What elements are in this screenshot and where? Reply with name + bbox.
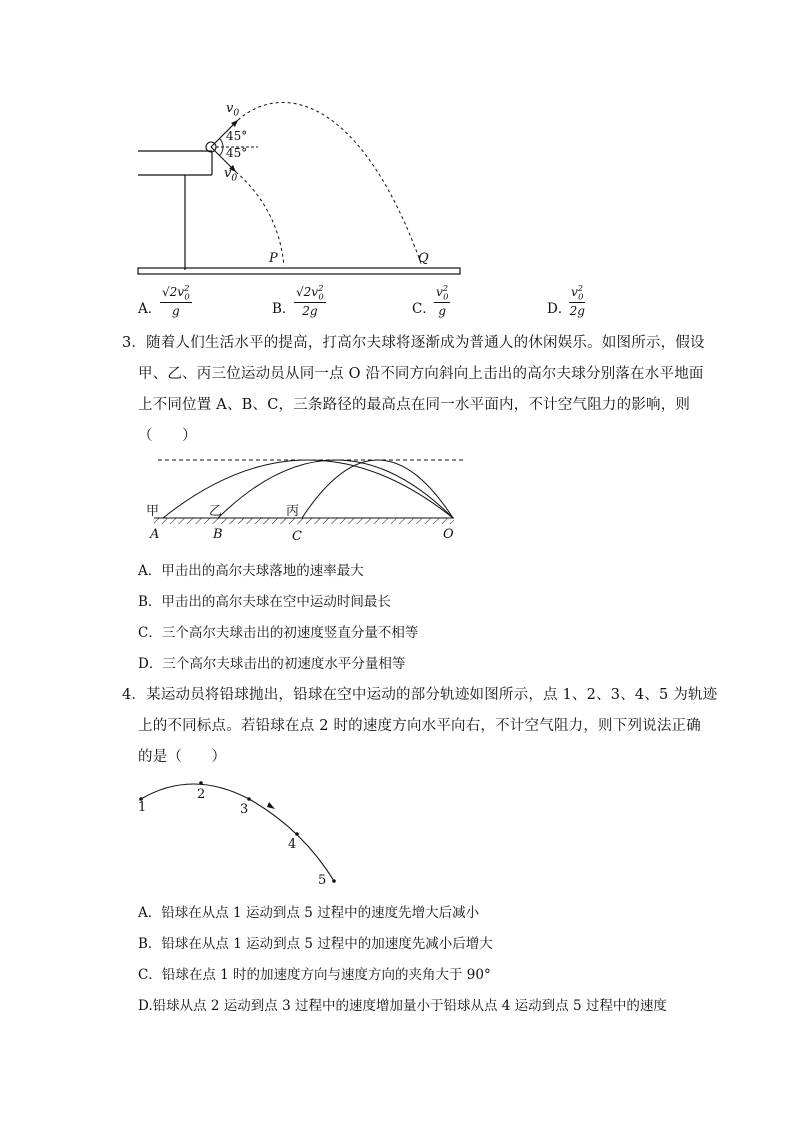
fraction — [569, 283, 585, 318]
label-bing: 丙 — [286, 504, 300, 519]
point-q-label: Q — [418, 251, 429, 266]
fraction-denominator: 2g — [569, 304, 585, 319]
q3-option-b: B．甲击出的高尔夫球在空中运动时间最长 — [138, 594, 391, 610]
trajectory-to-q — [238, 102, 422, 266]
point-p-label: P — [269, 251, 278, 266]
label-o: O — [443, 527, 454, 542]
fraction-numerator — [160, 283, 192, 303]
angle-arc-top — [220, 139, 224, 148]
q4-option-d: D.铅球从点 2 运动到点 3 过程中的速度增加量小于铅球从点 4 运动到点 5 过程中的速度 — [138, 998, 667, 1014]
numerator-main: v — [436, 285, 443, 299]
numerator-sup: 2 — [442, 283, 449, 293]
ground — [138, 268, 460, 274]
option-letter: D． — [547, 301, 572, 317]
numerator-sub: 0 — [443, 291, 449, 302]
fraction-denominator: 2g — [302, 304, 318, 319]
q3-stem-line1: 3．随着人们生活水平的提高，打高尔夫球将逐渐成为普通人的休闲娱乐。如图所示，假设 — [122, 335, 705, 351]
q4-option-c: C．铅球在点 1 时的加速度方向与速度方向的夹角大于 90° — [138, 967, 491, 983]
fraction-numerator — [569, 283, 585, 303]
label-c: C — [292, 529, 302, 544]
label-b: B — [213, 527, 223, 542]
point-4-dot — [295, 832, 299, 836]
q3-option-a: A．甲击出的高尔夫球落地的速率最大 — [138, 563, 364, 579]
fraction-numerator — [434, 283, 450, 303]
option-letter: C． — [412, 301, 436, 317]
point-5-label: 5 — [318, 873, 327, 888]
point-3-label: 3 — [240, 802, 249, 817]
q3-stem-line2: 甲、乙、丙三位运动员从同一点 O 沿不同方向斜向上击出的高尔夫球分别落在水平地面 — [138, 366, 704, 382]
path-bing — [302, 460, 453, 518]
q3-stem-line3: 上不同位置 A、B、C，三条路径的最高点在同一水平面内，不计空气阻力的影响，则 — [138, 397, 691, 413]
label-jia: 甲 — [146, 504, 160, 519]
fraction — [294, 283, 326, 318]
fraction-denominator: g — [172, 304, 180, 319]
fraction-numerator — [294, 283, 326, 303]
fraction — [160, 283, 192, 318]
point-1-label: 1 — [138, 800, 147, 815]
label-a: A — [150, 527, 160, 542]
numerator-sub: 0 — [578, 291, 584, 302]
shotput-trajectory — [141, 784, 334, 881]
q4-option-b: B．铅球在从点 1 运动到点 5 过程中的加速度先减小后增大 — [138, 936, 493, 952]
q3-option-d: D．三个高尔夫球击出的初速度水平分量相等 — [138, 656, 406, 672]
q4-stem-line1: 4．某运动员将铅球抛出，铅球在空中运动的部分轨迹如图所示，点 1、2、3、4、5 为轨迹 — [122, 687, 718, 703]
angle-top-label: 45° — [226, 129, 248, 143]
point-2-dot — [199, 781, 203, 785]
q3-option-c: C．三个高尔夫球击出的初速度竖直分量不相等 — [138, 625, 419, 641]
label-yi: 乙 — [209, 504, 223, 519]
ground-hatch — [154, 518, 454, 524]
numerator-sup: 2 — [184, 283, 190, 293]
point-3-dot — [247, 797, 251, 801]
numerator-main: √2v — [162, 285, 185, 299]
fraction — [434, 283, 450, 318]
numerator-main: v — [571, 285, 578, 299]
option-letter: A． — [138, 301, 162, 317]
direction-arrow-icon — [267, 802, 275, 809]
v0-top-label: $v_0$ — [226, 101, 240, 119]
angle-bottom-label: 45° — [226, 146, 248, 160]
numerator-sub: 0 — [184, 291, 190, 302]
point-2-label: 2 — [197, 787, 206, 802]
angle-arc-bottom — [220, 147, 224, 156]
point-5-dot — [332, 879, 336, 883]
q3-golf-figure — [140, 452, 470, 532]
numerator-main: √2v — [296, 285, 319, 299]
q4-stem-line2: 上的不同标点。若铅球在点 2 时的速度方向水平向右，不计空气阻力，则下列说法正确 — [138, 718, 701, 734]
fraction-denominator: g — [438, 304, 447, 319]
option-letter: B． — [272, 301, 296, 317]
q4-shotput-figure — [132, 774, 347, 890]
numerator-sup: 2 — [577, 283, 584, 293]
q4-stem-line3: 的是（ ） — [138, 749, 227, 765]
point-4-label: 4 — [288, 837, 297, 852]
q4-option-a: A．铅球在从点 1 运动到点 5 过程中的速度先增大后减小 — [138, 905, 480, 921]
v0-bottom-label: $v_0$ — [224, 166, 238, 184]
numerator-sub: 0 — [318, 291, 324, 302]
numerator-sup: 2 — [318, 283, 324, 293]
q3-answer-bracket: （ ） — [138, 428, 197, 444]
